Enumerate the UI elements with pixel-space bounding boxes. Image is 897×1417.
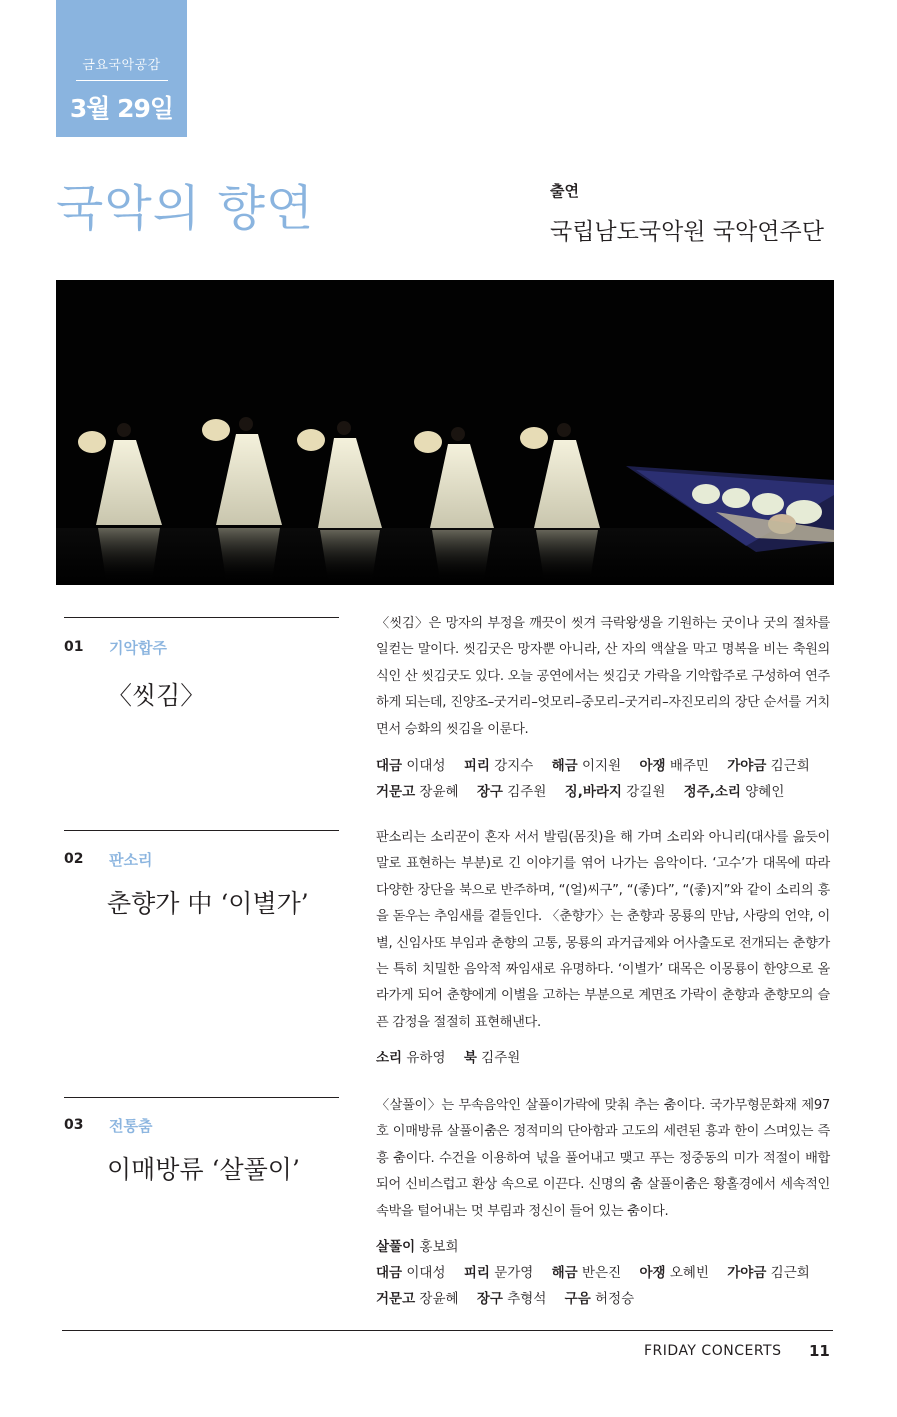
cast-role: 가야금 <box>727 758 767 774</box>
section-3-divider <box>64 1097 339 1098</box>
cast-name: 강길원 <box>626 784 666 800</box>
performer-name: 국립남도국악원 국악연주단 <box>550 219 824 245</box>
cast-role: 거문고 <box>376 784 416 800</box>
performer-label: 출연 <box>550 182 579 200</box>
cast-role: 대금 <box>376 1265 403 1281</box>
performance-photo <box>56 280 834 585</box>
cast-role: 피리 <box>463 1265 490 1281</box>
cast-item <box>376 1239 459 1255</box>
cast-item <box>565 784 666 800</box>
cast-role: 대금 <box>376 758 403 774</box>
section-1-category: 기악합주 <box>109 639 167 657</box>
cast-name: 김근희 <box>770 1265 810 1281</box>
date-box <box>56 0 187 137</box>
section-1-cast-line-1 <box>376 754 824 774</box>
cast-name: 이대성 <box>406 758 446 774</box>
cast-name: 이대성 <box>406 1265 446 1281</box>
cast-name: 오혜빈 <box>669 1265 709 1281</box>
cast-role: 해금 <box>551 758 578 774</box>
cast-name: 장윤혜 <box>419 784 459 800</box>
cast-name: 양혜인 <box>745 784 785 800</box>
section-3-cast-line-1 <box>376 1235 473 1255</box>
cast-item <box>464 1265 534 1281</box>
cast-role: 거문고 <box>376 1291 416 1307</box>
section-2-title: 춘향가 中 ‘이별가’ <box>107 889 309 918</box>
cast-name: 이지원 <box>582 758 622 774</box>
cast-name: 강지수 <box>494 758 534 774</box>
cast-role: 해금 <box>551 1265 578 1281</box>
section-3-description: 〈살풀이〉는 무속음악인 살풀이가락에 맞춰 추는 춤이다. 국가무형문화재 제97호 이매방류 살풀이춤은 정적미의 단아함과 고도의 세련된 흥과 한이 스며있는 즉흥 춤이다. 수건을 이용하여 넋을 풀어내고 맺고 푸는 정중동의 미가 적절이 배합되어 신비스럽고 환상 속으로 이끈다. 신명의 춤 살풀이춤은 황홀경에서 세속적인 속박을 털어내는 멋 부림과 정신이 들어 있는 춤이다. <box>376 1098 830 1219</box>
cast-item <box>727 1265 810 1281</box>
section-1-title: 〈씻김〉 <box>107 681 206 710</box>
cast-name: 김주원 <box>507 784 547 800</box>
section-1-cast-line-2 <box>376 780 798 800</box>
cast-name: 김근희 <box>770 758 810 774</box>
cast-item <box>727 758 810 774</box>
cast-item <box>376 758 446 774</box>
cast-item <box>552 1265 622 1281</box>
cast-role: 장구 <box>476 1291 503 1307</box>
section-3-title: 이매방류 ‘살풀이’ <box>107 1155 300 1184</box>
section-2-description: 판소리는 소리꾼이 혼자 서서 발림(몸짓)을 해 가며 소리와 아니리(대사를 읊듯이 말로 표현하는 부분)로 긴 이야기를 엮어 나가는 음악이다. ‘고수’가 대목에 따라 다양한 장단을 북으로 반주하며, “(얼)씨구”, “(좋)다”, “(좋)지”와 같이 소리의 흥을 돋우는 추임새를 곁들인다. 〈춘향가〉는 춘향과 몽룡의 만남, 사랑의 언약, 이별, 신임사또 부임과 춘향의 고통, 몽룡의 과거급제와 어사출도로 전개되는 춘향가는 특히 치밀한 음악적 짜임새로 유명하다. ‘이별가’ 대목은 이몽룡이 한양으로 올라가게 되어 춘향에게 이별을 고하는 부분으로 계면조 가락이 춘향과 춘향모의 슬픈 감정을 절절히 표현해낸다. <box>376 830 830 1030</box>
cast-item <box>639 758 709 774</box>
cast-item <box>552 758 622 774</box>
cast-name: 김주원 <box>481 1050 521 1066</box>
cast-item <box>464 758 534 774</box>
cast-item <box>376 1050 446 1066</box>
cast-role: 북 <box>463 1050 477 1066</box>
cast-item <box>477 1291 547 1307</box>
cast-item <box>464 1050 520 1066</box>
cast-role: 살풀이 <box>376 1239 416 1255</box>
cast-name: 추형석 <box>507 1291 547 1307</box>
section-3-category: 전통춤 <box>109 1117 153 1135</box>
cast-item <box>639 1265 709 1281</box>
cast-name: 장윤혜 <box>419 1291 459 1307</box>
section-3-number: 03 <box>64 1117 84 1133</box>
cast-role: 구음 <box>564 1291 591 1307</box>
cast-name: 배주민 <box>669 758 709 774</box>
cast-name: 문가영 <box>494 1265 534 1281</box>
cast-name: 반은진 <box>582 1265 622 1281</box>
cast-role: 가야금 <box>727 1265 767 1281</box>
cast-role: 징,바라지 <box>564 784 622 800</box>
date-box-divider <box>76 80 168 81</box>
cast-item <box>376 1291 459 1307</box>
section-1-number: 01 <box>64 639 84 655</box>
cast-name: 허정승 <box>595 1291 635 1307</box>
footer-divider <box>62 1330 833 1331</box>
cast-item <box>477 784 547 800</box>
cast-role: 정주,소리 <box>683 784 741 800</box>
section-3-cast-line-2 <box>376 1261 824 1281</box>
concert-date: 3월 29일 <box>69 94 174 123</box>
cast-item <box>684 784 785 800</box>
series-label: 금요국악공감 <box>82 58 161 73</box>
section-1-divider <box>64 617 339 618</box>
page-title: 국악의 향연 <box>56 180 315 237</box>
section-2-cast-line-1 <box>376 1046 534 1066</box>
cast-name: 홍보희 <box>419 1239 459 1255</box>
cast-role: 아쟁 <box>639 758 666 774</box>
cast-role: 소리 <box>376 1050 403 1066</box>
section-2-number: 02 <box>64 851 84 867</box>
section-2-divider <box>64 830 339 831</box>
section-2-category: 판소리 <box>109 851 153 869</box>
page-number: 11 <box>809 1342 830 1360</box>
stage-photo-illustration <box>56 280 834 585</box>
cast-name: 유하영 <box>406 1050 446 1066</box>
section-3-cast-line-3 <box>376 1287 648 1307</box>
cast-role: 아쟁 <box>639 1265 666 1281</box>
section-1-description: 〈씻김〉은 망자의 부정을 깨끗이 씻겨 극락왕생을 기원하는 굿이나 굿의 절차를 일컫는 말이다. 씻김굿은 망자뿐 아니라, 산 자의 액살을 막고 명복을 비는 축원의식인 산 씻김굿도 있다. 오늘 공연에서는 씻김굿 가락을 기악합주로 구성하여 연주하게 되는데, 진양조–굿거리–엇모리–중모리–굿거리–자진모리의 장단 순서를 거치면서 승화의 씻김을 이룬다. <box>376 616 830 737</box>
cast-role: 장구 <box>476 784 503 800</box>
cast-item <box>376 1265 446 1281</box>
cast-item <box>376 784 459 800</box>
cast-role: 피리 <box>463 758 490 774</box>
cast-item <box>565 1291 635 1307</box>
footer-label: FRIDAY CONCERTS <box>644 1343 782 1359</box>
